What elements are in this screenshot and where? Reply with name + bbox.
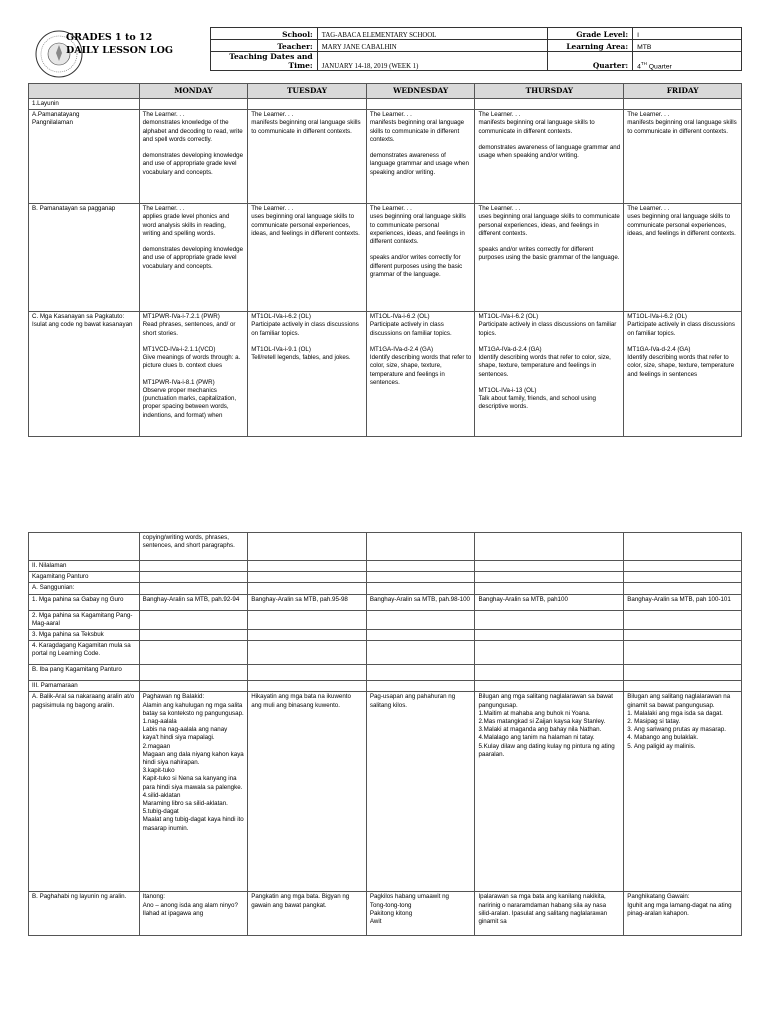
table-row <box>29 610 742 629</box>
day-cell-wednesday <box>366 665 475 681</box>
row-label: 4. Karagdagang Kagamitan mula sa portal ng Learning Code. <box>29 641 140 665</box>
day-cell-friday: Banghay-Aralin sa MTB, pah 100-101 <box>624 594 742 610</box>
day-cell-tuesday: Hikayatin ang mga bata na ikuwento ang muli ang binasang kuwento. <box>248 692 367 892</box>
day-cell-tuesday <box>248 561 367 572</box>
quarter-superscript: TH <box>640 60 647 66</box>
lesson-log-sheet-top <box>28 27 742 437</box>
day-cell-wednesday <box>366 583 475 594</box>
day-header-thursday: THURSDAY <box>475 84 624 99</box>
day-cell-friday <box>624 99 742 110</box>
day-header-wednesday: WEDNESDAY <box>366 84 475 99</box>
table-row <box>29 641 742 665</box>
row-label: 2. Mga pahina sa Kagamitang Pang-Mag-aaral <box>29 610 140 629</box>
day-header-monday: MONDAY <box>139 84 248 99</box>
day-cell-monday: The Learner. . . applies grade level phonics and word analysis skills in reading, writing and spelling words. demonstrates developing knowledge and use of appropriate grade level vocabulary and concepts. <box>139 204 248 312</box>
day-cell-monday <box>139 610 248 629</box>
dates-value: JANUARY 14-18, 2019 (WEEK 1) <box>317 52 547 71</box>
table-row <box>29 99 742 110</box>
day-cell-tuesday <box>248 610 367 629</box>
dates-label-line-1: Teaching Dates and <box>229 52 313 61</box>
day-cell-wednesday <box>366 533 475 561</box>
day-cell-friday <box>624 533 742 561</box>
day-cell-thursday: The Learner. . . manifests beginning oral language skills to communicate in different contexts. demonstrates awareness of language grammar and usage when speaking and/or writing. <box>475 110 624 204</box>
day-cell-thursday <box>475 561 624 572</box>
day-cell-thursday <box>475 665 624 681</box>
row-label: B. Pamanatayan sa pagganap <box>29 204 140 312</box>
day-header-tuesday: TUESDAY <box>248 84 367 99</box>
day-cell-friday: The Learner. . . uses beginning oral language skills to communicate personal experiences, ideas, and feelings in different contexts. <box>624 204 742 312</box>
day-cell-tuesday <box>248 572 367 583</box>
row-label: C. Mga Kasanayan sa Pagkatuto: Isulat ang code ng bawat kasanayan <box>29 312 140 437</box>
teacher-value: MARY JANE CABALHIN <box>317 40 547 52</box>
document-title <box>66 31 173 57</box>
lesson-grid-top <box>28 83 742 437</box>
row-label: B. Paghahabi ng layunin ng aralin. <box>29 892 140 936</box>
corner-cell <box>29 84 140 99</box>
day-cell-friday <box>624 583 742 594</box>
day-cell-wednesday: The Learner. . . manifests beginning oral language skills to communicate in different contexts. demonstrates awareness of language grammar and usage when speaking and/or writing. <box>366 110 475 204</box>
day-cell-monday: Itanong: Ano – anong isda ang alam ninyo? Ilahad at ipagawa ang <box>139 892 248 936</box>
day-cell-wednesday <box>366 610 475 629</box>
day-cell-monday: Paghawan ng Balakid: Alamin ang kahulugan ng mga salita batay sa konteksto ng pangungusap. 1.nag-aalala Labis na nag-aalala ang nanay kaya't hindi siya mapalagi. 2.magaan Magaan ang dala niyang kahon kaya hindi siya nahirapan. 3.kapit-tuko Kapit-tuko si Nena sa kanyang ina para hindi siya mawala sa palengke. 4.silid-aklatan Maraming libro sa silid-aklatan. 5.tubig-dagat Maalat ang tubig-dagat kaya hindi ito masarap inumin. <box>139 692 248 892</box>
day-cell-wednesday <box>366 641 475 665</box>
day-cell-tuesday: The Learner. . . manifests beginning oral language skills to communicate in different contexts. <box>248 110 367 204</box>
day-cell-thursday <box>475 610 624 629</box>
day-cell-monday: The Learner. . . demonstrates knowledge of the alphabet and decoding to read, write and spell words correctly. demonstrates developing knowledge and use of appropriate grade level vocabulary and concepts. <box>139 110 248 204</box>
day-cell-monday: MT1PWR-IVa-i-7.2.1 (PWR) Read phrases, sentences, and/ or short stories. MT1VCD-IVa-i-2.1.1(VCD) Give meanings of words through: a. picture clues b. context clues MT1PWR-IVa-i-8.1 (PWR) Observe proper mechanics (punctuation marks, capitalization, proper spacing between words, indentions, and format) when <box>139 312 248 437</box>
brand-line-1: GRADES 1 to 12 <box>66 32 153 43</box>
row-label: 1. Mga pahina sa Gabay ng Guro <box>29 594 140 610</box>
day-cell-tuesday: MT1OL-IVa-i-6.2 (OL) Participate actively in class discussions on familiar topics. MT1OL-IVa-i-9.1 (OL) Tell/retell legends, fables, and jokes. <box>248 312 367 437</box>
table-row <box>29 110 742 204</box>
day-cell-monday <box>139 665 248 681</box>
day-cell-thursday <box>475 99 624 110</box>
day-cell-friday: The Learner. . . manifests beginning oral language skills to communicate in different contexts. <box>624 110 742 204</box>
day-cell-wednesday <box>366 99 475 110</box>
school-value: TAG-ABACA ELEMENTARY SCHOOL <box>317 28 547 40</box>
day-cell-thursday: Banghay-Aralin sa MTB, pah100 <box>475 594 624 610</box>
day-cell-thursday <box>475 572 624 583</box>
row-label: A. Balik-Aral sa nakaraang aralin at/o pagsisimula ng bagong aralin. <box>29 692 140 892</box>
day-cell-wednesday <box>366 561 475 572</box>
day-cell-thursday <box>475 681 624 692</box>
day-cell-tuesday <box>248 583 367 594</box>
day-cell-wednesday <box>366 681 475 692</box>
day-cell-friday <box>624 561 742 572</box>
area-label: Learning Area: <box>548 40 633 52</box>
table-row <box>29 892 742 936</box>
row-label: Kagamitang Panturo <box>29 572 140 583</box>
day-cell-wednesday <box>366 630 475 641</box>
day-cell-thursday <box>475 630 624 641</box>
brand-line-2: DAILY LESSON LOG <box>66 45 173 56</box>
table-row <box>29 594 742 610</box>
day-cell-thursday <box>475 583 624 594</box>
day-cell-monday <box>139 561 248 572</box>
info-table <box>210 27 742 71</box>
day-cell-monday <box>139 572 248 583</box>
day-cell-monday <box>139 681 248 692</box>
day-cell-wednesday: Banghay-Aralin sa MTB, pah.98-100 <box>366 594 475 610</box>
row-label: A.Pamanatayang Pangnilalaman <box>29 110 140 204</box>
day-cell-monday <box>139 583 248 594</box>
quarter-number: 4 <box>637 63 641 70</box>
table-row <box>29 665 742 681</box>
teacher-label: Teacher: <box>211 40 318 52</box>
quarter-value <box>633 52 742 71</box>
row-label: III. Pamamaraan <box>29 681 140 692</box>
dates-label <box>211 52 318 71</box>
day-cell-wednesday: MT1OL-IVa-i-6.2 (OL) Participate actively in class discussions on familiar topics. MT1GA-IVa-d-2.4 (GA) Identify describing words that refer to color, size, shape, texture, temperature and feelings in sentences. <box>366 312 475 437</box>
row-label: B. Iba pang Kagamitang Panturo <box>29 665 140 681</box>
day-cell-monday: Banghay-Aralin sa MTB, pah.92-94 <box>139 594 248 610</box>
dates-label-line-2: Time: <box>288 61 313 70</box>
quarter-word: Quarter <box>646 63 672 70</box>
area-value: MTB <box>633 40 742 52</box>
day-cell-monday: copying/writing words, phrases, sentences, and short paragraphs. <box>139 533 248 561</box>
table-row <box>29 312 742 437</box>
day-cell-friday <box>624 681 742 692</box>
day-header-friday: FRIDAY <box>624 84 742 99</box>
day-cell-tuesday <box>248 99 367 110</box>
day-cell-thursday: MT1OL-IVa-i-6.2 (OL) Participate actively in class discussions on familiar topics. MT1GA-IVa-d-2.4 (GA) Identify describing words that refer to color, size, shape, texture, temperature and feelings in sentences. MT1OL-IVa-i-13 (OL) Talk about family, friends, and school using descriptive words. <box>475 312 624 437</box>
day-cell-thursday: Ipalarawan sa mga bata ang kanilang nakikita, naririnig o nararamdaman habang sila ay nasa silid-aralan. Ipasulat ang salitang naglalarawan ginamit sa <box>475 892 624 936</box>
day-cell-monday <box>139 641 248 665</box>
day-cell-tuesday: Pangkatin ang mga bata. Bigyan ng gawain ang bawat pangkat. <box>248 892 367 936</box>
row-label: II. Nilalaman <box>29 561 140 572</box>
day-cell-wednesday: The Learner. . . uses beginning oral language skills to communicate personal experiences, ideas, and feelings in different contexts. speaks and/or writes correctly for different purposes using the basic grammar of the language. <box>366 204 475 312</box>
lesson-log-sheet-bottom <box>28 532 742 936</box>
table-row <box>29 533 742 561</box>
day-cell-tuesday <box>248 630 367 641</box>
day-cell-monday <box>139 630 248 641</box>
day-cell-thursday <box>475 641 624 665</box>
day-cell-wednesday: Pag-usapan ang pahahuran ng salitang kilos. <box>366 692 475 892</box>
table-row <box>29 630 742 641</box>
day-cell-friday: Bilugan ang salitang naglalarawan na ginamit sa bawat pangungusap. 1. Malalaki ang mga isda sa dagat. 2. Masipag si tatay. 3. Ang sariwang prutas ay masarap. 4. Mabango ang bulaklak. 5. Ang paligid ay malinis. <box>624 692 742 892</box>
day-cell-tuesday: The Learner. . . uses beginning oral language skills to communicate personal experiences, ideas, and feelings in different contexts. <box>248 204 367 312</box>
day-cell-tuesday <box>248 533 367 561</box>
day-cell-monday <box>139 99 248 110</box>
row-label: 1.Layunin <box>29 99 140 110</box>
day-header-row <box>29 84 742 99</box>
day-cell-wednesday: Pagkilos habang umaawit ng Tong-tong-tong Pakitong kitong Awit <box>366 892 475 936</box>
day-cell-wednesday <box>366 572 475 583</box>
day-cell-friday <box>624 665 742 681</box>
day-cell-friday <box>624 641 742 665</box>
row-label: A. Sanggunian: <box>29 583 140 594</box>
day-cell-thursday: The Learner. . . uses beginning oral language skills to communicate personal experiences, ideas, and feelings in different contexts. speaks and/or writes correctly for different purposes using the basic grammar of the language. <box>475 204 624 312</box>
grade-value: I <box>633 28 742 40</box>
table-row <box>29 583 742 594</box>
table-row <box>29 692 742 892</box>
lesson-grid-bottom <box>28 532 742 936</box>
table-row <box>29 561 742 572</box>
day-cell-tuesday <box>248 665 367 681</box>
table-row <box>29 681 742 692</box>
day-cell-friday: MT1OL-IVa-i-6.2 (OL) Participate actively in class discussions on familiar topics. MT1GA-IVa-d-2.4 (GA) Identify describing words that refer to color, size, shape, texture, temperature and feelings in sentences <box>624 312 742 437</box>
table-row <box>29 204 742 312</box>
day-cell-friday: Panghikatang Gawain: Iguhit ang mga lamang-dagat na ating pinag-aralan kahapon. <box>624 892 742 936</box>
row-label: 3. Mga pahina sa Teksbuk <box>29 630 140 641</box>
day-cell-tuesday: Banghay-Aralin sa MTB, pah.95-98 <box>248 594 367 610</box>
quarter-label: Quarter: <box>548 52 633 71</box>
day-cell-tuesday <box>248 681 367 692</box>
school-label: School: <box>211 28 318 40</box>
grade-label: Grade Level: <box>548 28 633 40</box>
document-header <box>28 27 742 83</box>
day-cell-tuesday <box>248 641 367 665</box>
day-cell-friday <box>624 572 742 583</box>
table-row <box>29 572 742 583</box>
day-cell-thursday: Bilugan ang mga salitang naglalarawan sa bawat pangungusap. 1.Maitim at mahaba ang buhok ni Yoana. 2.Mas matangkad si Zaijan kaysa kay Stanley. 3.Malaki at maganda ang bahay nila Nathan. 4.Malalago ang tanim na halaman ni tatay. 5.Kulay dilaw ang dating kulay ng pintura ng ating paaralan. <box>475 692 624 892</box>
day-cell-friday <box>624 610 742 629</box>
day-cell-thursday <box>475 533 624 561</box>
row-label <box>29 533 140 561</box>
day-cell-friday <box>624 630 742 641</box>
